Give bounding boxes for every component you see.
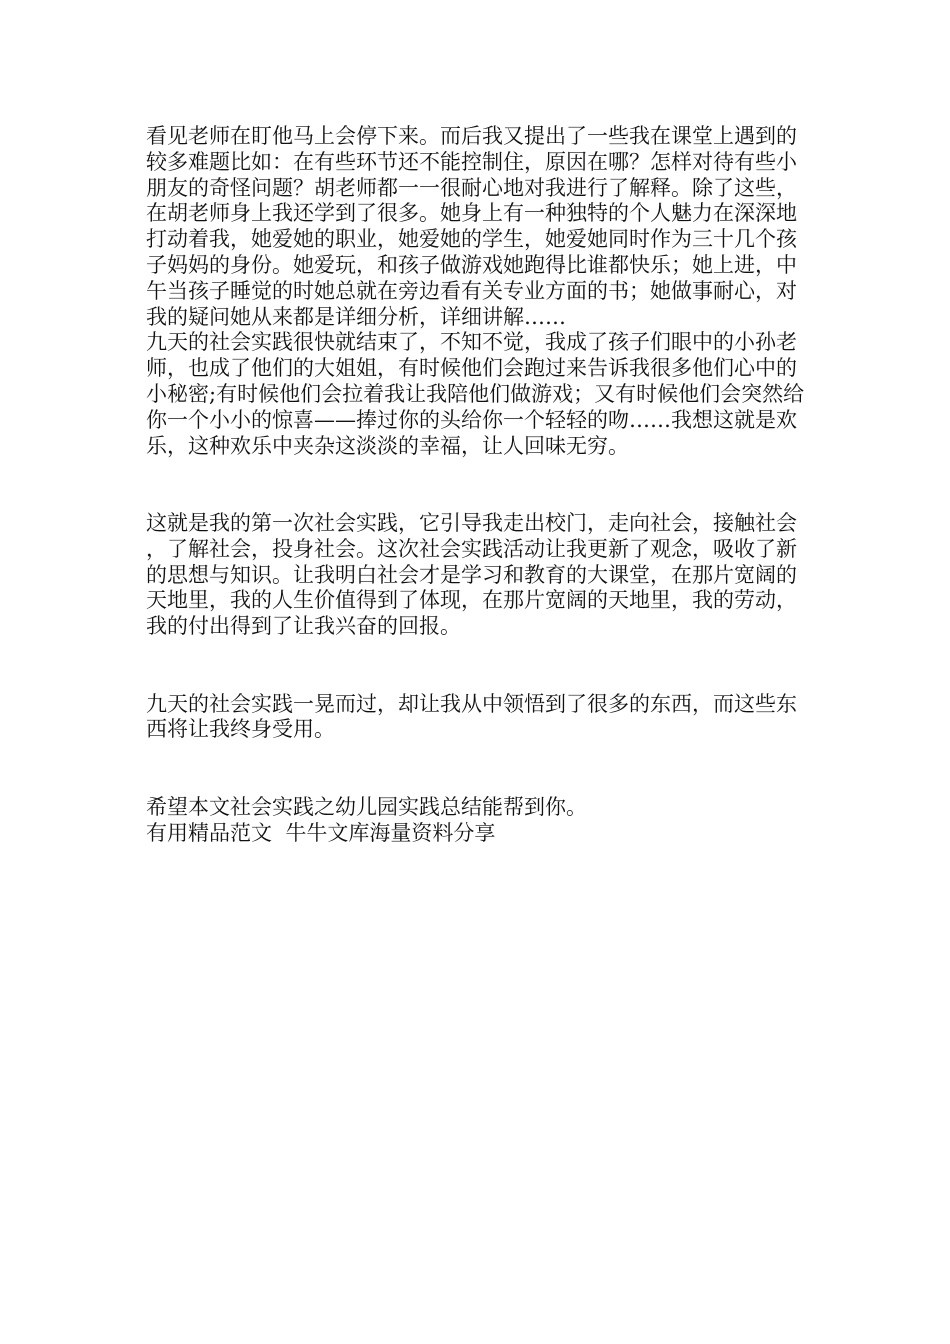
paragraph-closing-wish: 希望本文社会实践之幼儿园实践总结能帮到你。	[146, 794, 587, 819]
paragraph-spacer	[146, 459, 806, 511]
paragraph-practice-end: 九天的社会实践很快就结束了，不知不觉，我成了孩子们眼中的小孙老师，也成了他们的大姐姐，有时候他们会跑过来告诉我很多他们心中的小秘密;有时候他们会拉着我让我陪他们做游戏；又有时候他们会突然给你一个小小的惊喜——捧过你的头给你一个轻轻的吻……我想这就是欢乐，这种欢乐中夹杂这淡淡的幸福，让人回味无穷。	[146, 330, 805, 458]
paragraph-spacer	[146, 743, 806, 795]
paragraph-nine-days: 九天的社会实践一晃而过，却让我从中领悟到了很多的东西，而这些东西将让我终身受用。	[146, 691, 797, 742]
footer-source-note: 有用精品范文 牛牛文库海量资料分享	[146, 820, 496, 845]
paragraph-first-practice: 这就是我的第一次社会实践，它引导我走出校门，走向社会，接触社会，了解社会，投身社会。这次社会实践活动让我更新了观念，吸收了新的思想与知识。让我明白社会才是学习和教育的大课堂，在那片宽阔的天地里，我的人生价值得到了体现，在那片宽阔的天地里，我的劳动，我的付出得到了让我兴奋的回报。	[146, 510, 797, 639]
document-body	[146, 124, 806, 846]
paragraph-teacher-lessons: 看见老师在盯他马上会停下来。而后我又提出了一些我在课堂上遇到的较多难题比如：在有些环节还不能控制住，原因在哪？怎样对待有些小朋友的奇怪问题？胡老师都一一很耐心地对我进行了解释。除了这些，在胡老师身上我还学到了很多。她身上有一种独特的个人魅力在深深地打动着我，她爱她的职业，她爱她的学生，她爱她同时作为三十几个孩子妈妈的身份。她爱玩，和孩子做游戏她跑得比谁都快乐；她上进，中午当孩子睡觉的时她总就在旁边看有关专业方面的书；她做事耐心，对我的疑问她从来都是详细分析，详细讲解……	[146, 124, 797, 329]
paragraph-spacer	[146, 640, 806, 692]
